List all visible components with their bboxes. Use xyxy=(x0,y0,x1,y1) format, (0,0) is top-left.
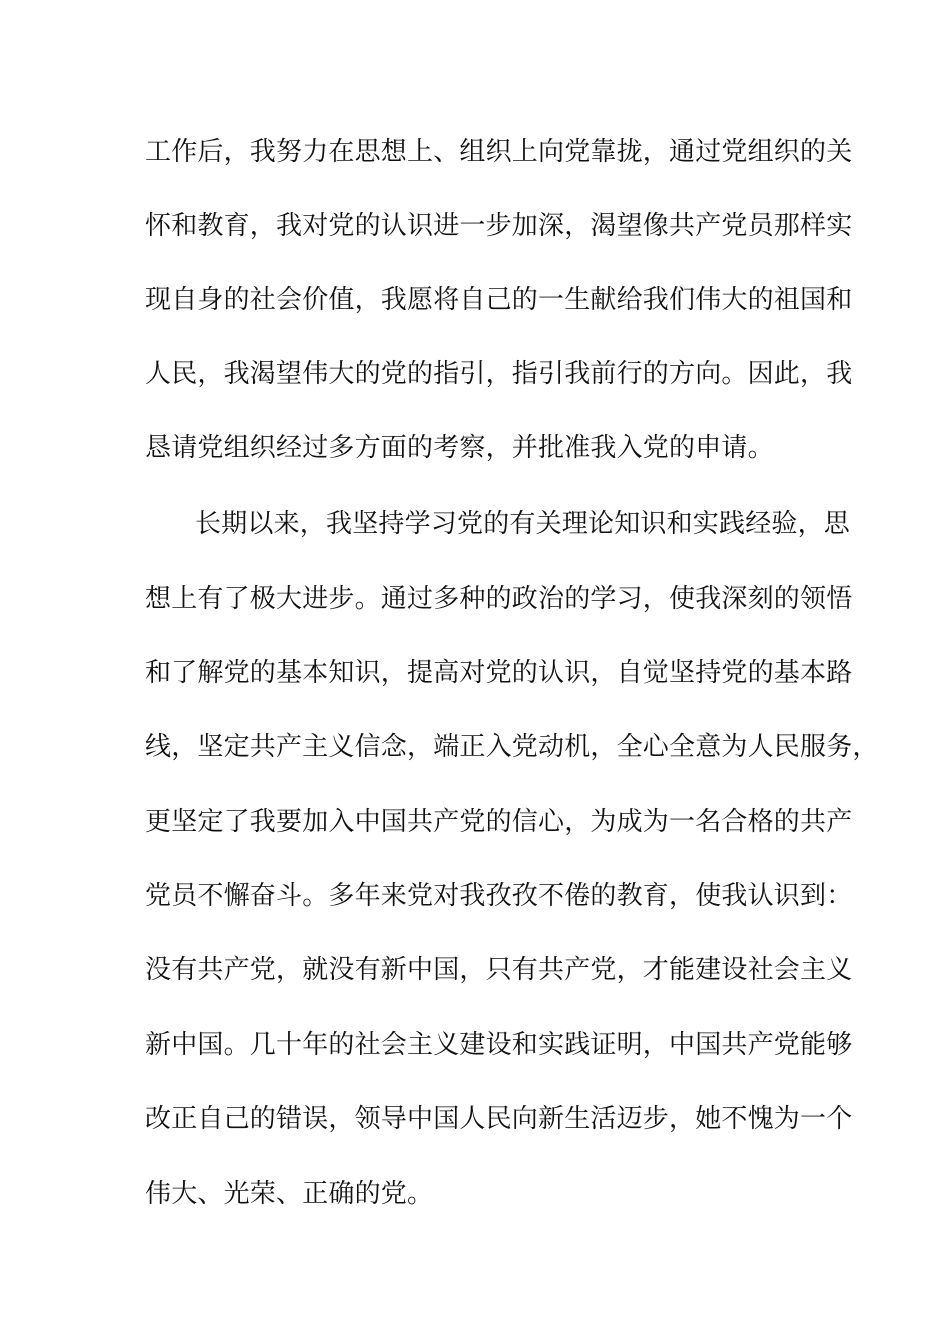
text-line: 更坚定了我要加入中国共产党的信心，为成为一名合格的共产 xyxy=(145,807,853,837)
text-line: 党员不懈奋斗。多年来党对我孜孜不倦的教育，使我认识到： xyxy=(145,881,853,911)
text-line: 现自身的社会价值，我愿将自己的一生献给我们伟大的祖国和 xyxy=(145,285,853,315)
text-line: 怀和教育，我对党的认识进一步加深，渴望像共产党员那样实 xyxy=(145,211,853,241)
paragraph-first-line: 长期以来，我坚持学习党的有关理论知识和实践经验，思 xyxy=(195,509,851,539)
text-line: 改正自己的错误，领导中国人民向新生活迈步，她不愧为一个 xyxy=(145,1104,853,1134)
text-line: 新中国。几十年的社会主义建设和实践证明，中国共产党能够 xyxy=(145,1030,853,1060)
text-line: 想上有了极大进步。通过多种的政治的学习，使我深刻的领悟 xyxy=(145,584,853,614)
text-line: 伟大、光荣、正确的党。 xyxy=(145,1179,434,1209)
text-line: 人民，我渴望伟大的党的指引，指引我前行的方向。因此，我 xyxy=(145,359,853,389)
text-line: 和了解党的基本知识，提高对党的认识，自觉坚持党的基本路 xyxy=(145,658,853,688)
text-line: 工作后，我努力在思想上、组织上向党靠拢，通过党组织的关 xyxy=(145,137,853,167)
text-line: 线，坚定共产主义信念，端正入党动机，全心全意为人民服务， xyxy=(145,732,879,762)
text-line: 恳请党组织经过多方面的考察，并批准我入党的申请。 xyxy=(145,433,774,463)
text-line: 没有共产党，就没有新中国，只有共产党，才能建设社会主义 xyxy=(145,955,853,985)
